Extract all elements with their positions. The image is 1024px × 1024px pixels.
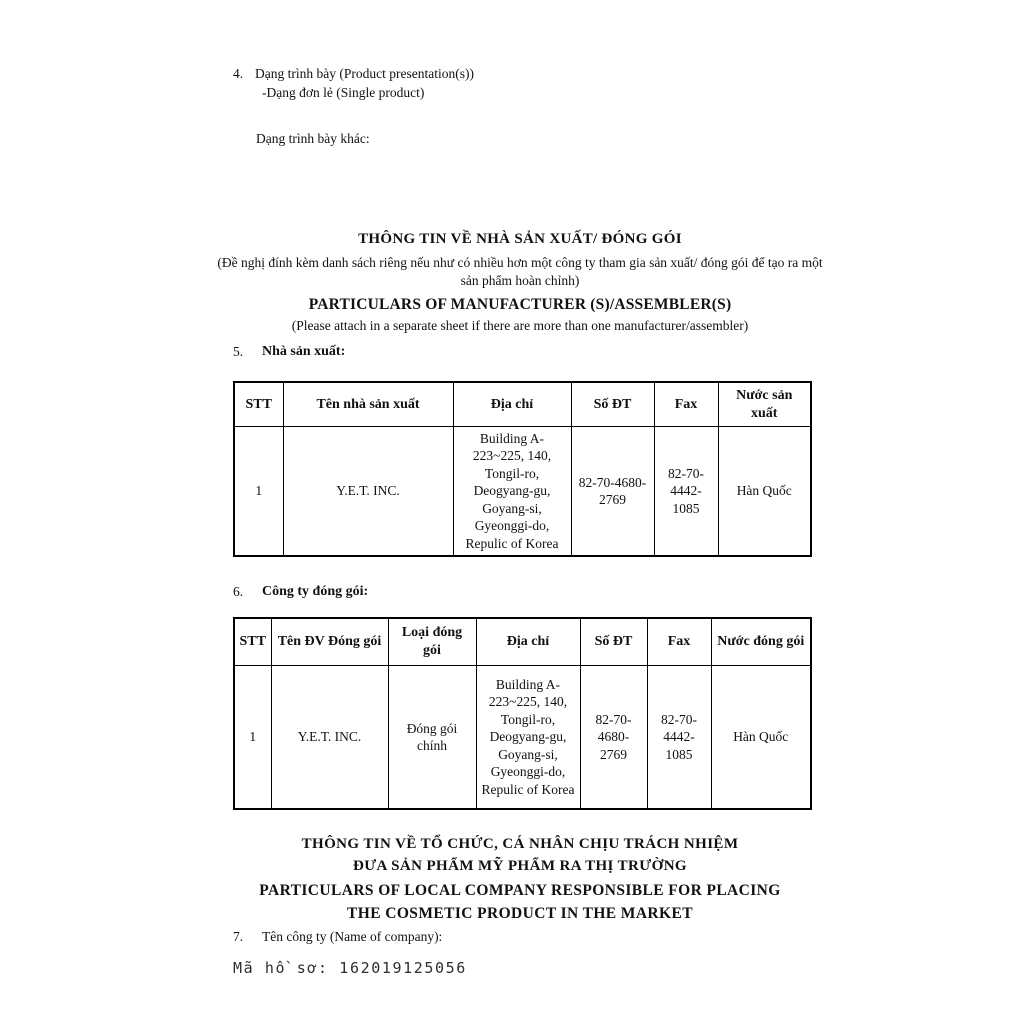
col-header-packer-name: Tên ĐV Đóng gói: [271, 618, 388, 666]
col-header-fax: Fax: [654, 382, 718, 427]
dossier-code: Mã hồ sơ: 162019125056: [233, 959, 467, 977]
cell-country: Hàn Quốc: [718, 427, 811, 557]
col-header-country: Nước sản xuất: [718, 382, 811, 427]
manufacturer-table-row: [234, 427, 811, 557]
cell-fax: 82-70-4442-1085: [647, 666, 711, 810]
col-header-phone: Số ĐT: [571, 382, 654, 427]
col-header-stt: STT: [234, 618, 271, 666]
col-header-phone: Số ĐT: [580, 618, 647, 666]
item-4: [233, 64, 793, 84]
manufacturer-table: [233, 381, 812, 557]
cell-manufacturer-name: Y.E.T. INC.: [283, 427, 453, 557]
col-header-packaging-type: Loại đóng gói: [388, 618, 476, 666]
responsible-title-en-line1: PARTICULARS OF LOCAL COMPANY RESPONSIBLE FOR PLACING: [259, 882, 781, 899]
cell-packer-name: Y.E.T. INC.: [271, 666, 388, 810]
manufacturer-table-header-row: [234, 382, 811, 427]
responsible-title-en: [215, 879, 825, 925]
cell-country: Hàn Quốc: [711, 666, 811, 810]
responsible-title-vi: [215, 833, 825, 877]
col-header-address: Địa chỉ: [476, 618, 580, 666]
item-7-number: 7.: [233, 929, 244, 944]
manufacturer-note-vi: (Đề nghị đính kèm danh sách riêng nếu như có nhiều hơn một công ty tham gia sản xuất/ đóng gói để tạo ra một sản phẩm hoàn chỉnh): [217, 255, 823, 288]
item-5-title: Nhà sản xuất:: [262, 344, 346, 359]
manufacturer-title-vi: THÔNG TIN VỀ NHÀ SẢN XUẤT/ ĐÓNG GÓI: [358, 231, 682, 247]
col-header-address: Địa chỉ: [453, 382, 571, 427]
item-5: [233, 342, 793, 362]
responsible-title-vi-line1: THÔNG TIN VỀ TỔ CHỨC, CÁ NHÂN CHỊU TRÁCH NHIỆM: [301, 836, 739, 852]
item-4-subitem: -Dạng đơn lẻ (Single product): [262, 85, 425, 100]
item-7-title: Tên công ty (Name of company):: [262, 929, 443, 944]
cell-stt: 1: [234, 427, 283, 557]
col-header-country: Nước đóng gói: [711, 618, 811, 666]
cell-address: Building A-223~225, 140, Tongil-ro, Deogyang-gu, Goyang-si, Gyeonggi-do, Repulic of Korea: [476, 666, 580, 810]
packaging-table-header-row: [234, 618, 811, 666]
item-5-number: 5.: [233, 344, 244, 359]
item-4-number: 4.: [233, 66, 244, 81]
cell-phone: 82-70-4680-2769: [580, 666, 647, 810]
cell-fax: 82-70-4442-1085: [654, 427, 718, 557]
cell-stt: 1: [234, 666, 271, 810]
manufacturer-title-en: PARTICULARS OF MANUFACTURER (S)/ASSEMBLER(S): [308, 296, 732, 313]
manufacturer-note-en: (Please attach in a separate sheet if there are more than one manufacturer/assembler): [291, 318, 749, 333]
responsible-title-vi-line2: ĐƯA SẢN PHẨM MỸ PHẨM RA THỊ TRƯỜNG: [352, 858, 687, 874]
item-6: [233, 582, 793, 602]
cell-phone: 82-70-4680-2769: [571, 427, 654, 557]
cell-packaging-type: Đóng gói chính: [388, 666, 476, 810]
col-header-fax: Fax: [647, 618, 711, 666]
item-4-title: Dạng trình bày (Product presentation(s)): [255, 66, 474, 81]
packaging-table-row: [234, 666, 811, 810]
item-4-other-label: Dạng trình bày khác:: [256, 131, 370, 146]
cell-address: Building A-223~225, 140, Tongil-ro, Deogyang-gu, Goyang-si, Gyeonggi-do, Repulic of Korea: [453, 427, 571, 557]
item-6-number: 6.: [233, 584, 244, 599]
col-header-manufacturer-name: Tên nhà sản xuất: [283, 382, 453, 427]
item-6-title: Công ty đóng gói:: [262, 584, 369, 599]
col-header-stt: STT: [234, 382, 283, 427]
responsible-title-en-line2: THE COSMETIC PRODUCT IN THE MARKET: [347, 905, 693, 922]
item-7: [233, 927, 793, 947]
packaging-table: [233, 617, 812, 810]
